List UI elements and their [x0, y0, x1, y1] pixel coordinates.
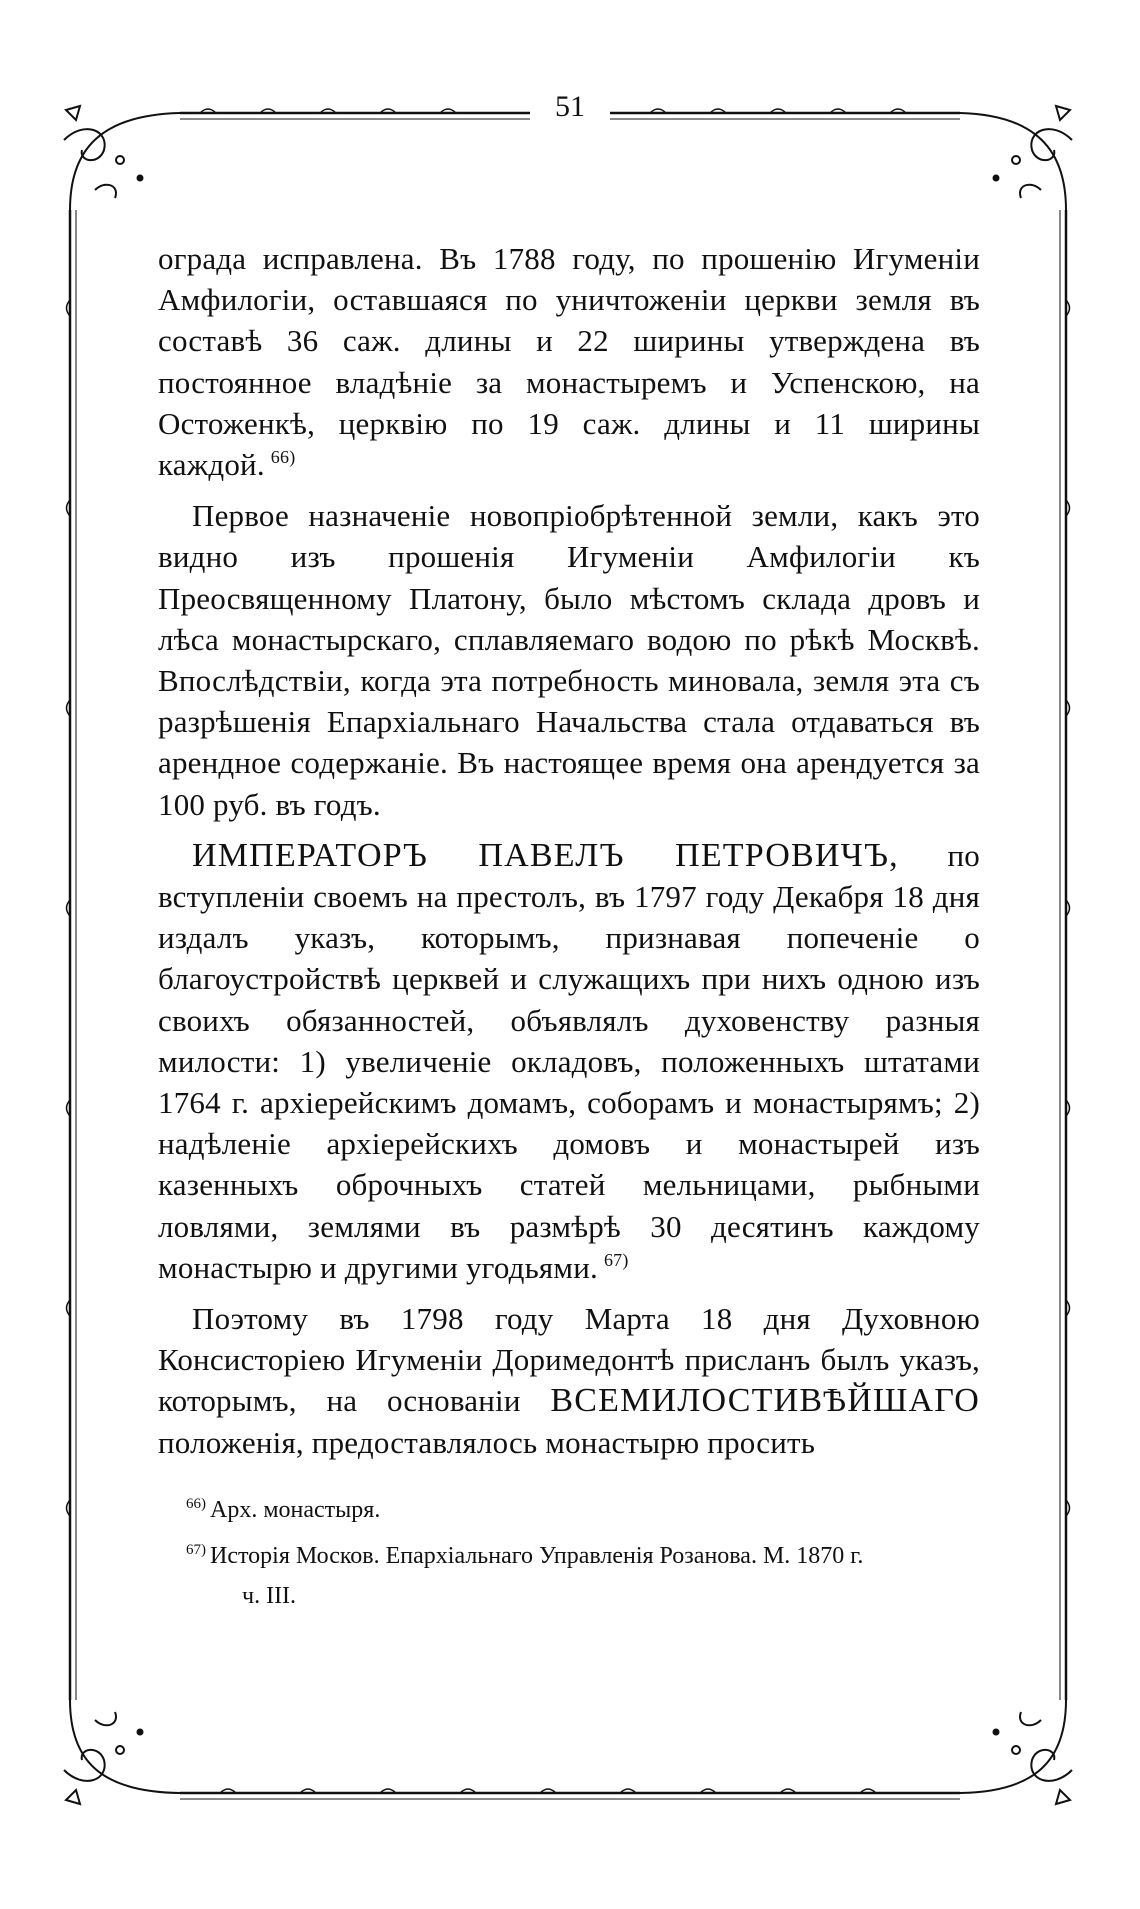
- body-text: [158, 238, 980, 1463]
- footnote-66: [186, 1490, 986, 1530]
- paragraph-2: [158, 495, 980, 825]
- corner-ornament-top-left: [64, 106, 180, 210]
- paragraph-4-emphasis: ВСЕМИЛОСТИВѢЙШАГО: [550, 1382, 980, 1420]
- footnote-ref-66: 66): [270, 447, 296, 468]
- footnotes: [186, 1490, 986, 1616]
- page-number: 51: [540, 92, 600, 122]
- emperor-name: ИМПЕРАТОРЪ ПАВЕЛЪ ПЕТРОВИЧЪ,: [192, 836, 899, 874]
- footnote-67: [186, 1536, 986, 1616]
- corner-ornament-top-right: [960, 106, 1072, 210]
- paragraph-4: [158, 1298, 980, 1463]
- footnote-ref-67: 67): [603, 1249, 629, 1270]
- paragraph-3-text: по вступленіи своемъ на престолъ, въ 1797 году Декабря 18 дня издалъ указъ, которымъ, признавая попеченіе о благоустройствѣ церквей и служащихъ при нихъ одною изъ своихъ обязанностей, объявлялъ духовенству разныя милости: 1) увеличеніе окладовъ, положенныхъ штатами 1764 г. архіерейскимъ домамъ, соборамъ и монастырямъ; 2) надѣленіе архіерейскихъ домовъ и монастырей изъ казенныхъ оброчныхъ статей мельницами, рыбными ловлями, землями въ размѣрѣ 30 десятинъ каждому монастырю и другими угодьями.: [158, 837, 980, 1285]
- footnote-67-text: Исторія Москов. Епархіальнаго Управленія Розанова. М. 1870 г.: [210, 1543, 864, 1569]
- paragraph-4-text-before: Поэтому въ 1798 году Марта 18 дня Духовною Консисторіею Игуменіи Доримедонтѣ присланъ былъ указъ, которымъ, на основаніи: [158, 1301, 980, 1419]
- paragraph-2-text: Первое назначеніе новопріобрѣтенной земли, какъ это видно изъ прошенія Игуменіи Амфилогіи къ Преосвященному Платону, было мѣстомъ склада дровъ и лѣса монастырскаго, сплавляемаго водою по рѣкѣ Москвѣ. Впослѣдствіи, когда эта потребность миновала, земля эта съ разрѣшенія Епархіальнаго Начальства стала отдаваться въ арендное содержаніе. Въ настоящее время она арендуется за 100 руб. въ годъ.: [158, 498, 980, 822]
- corner-ornament-bottom-right: [960, 1700, 1072, 1804]
- footnote-66-number: 66): [186, 1496, 206, 1512]
- footnote-67-number: 67): [186, 1542, 206, 1558]
- corner-ornament-bottom-left: [64, 1700, 180, 1804]
- footnote-66-text: Арх. монастыря.: [210, 1497, 381, 1523]
- left-border-rule: [67, 210, 77, 1700]
- paragraph-1: [158, 238, 980, 485]
- paragraph-4-text-after: положенія, предоставлялось монастырю просить: [158, 1424, 816, 1460]
- footnote-67-continuation: ч. III.: [242, 1583, 297, 1609]
- paragraph-1-text: ограда исправлена. Въ 1788 году, по прошенію Игуменіи Амфилогіи, оставшаяся по уничтоженіи церкви земля въ составѣ 36 саж. длины и 22 ширины утверждена въ постоянное владѣніе за монастыремъ и Успенскою, на Остоженкѣ, церквію по 19 саж. длины и 11 ширины каждой.: [158, 241, 980, 483]
- paragraph-3: [158, 835, 980, 1288]
- right-border-rule: [1060, 210, 1070, 1700]
- bottom-border-rule: [180, 1789, 960, 1799]
